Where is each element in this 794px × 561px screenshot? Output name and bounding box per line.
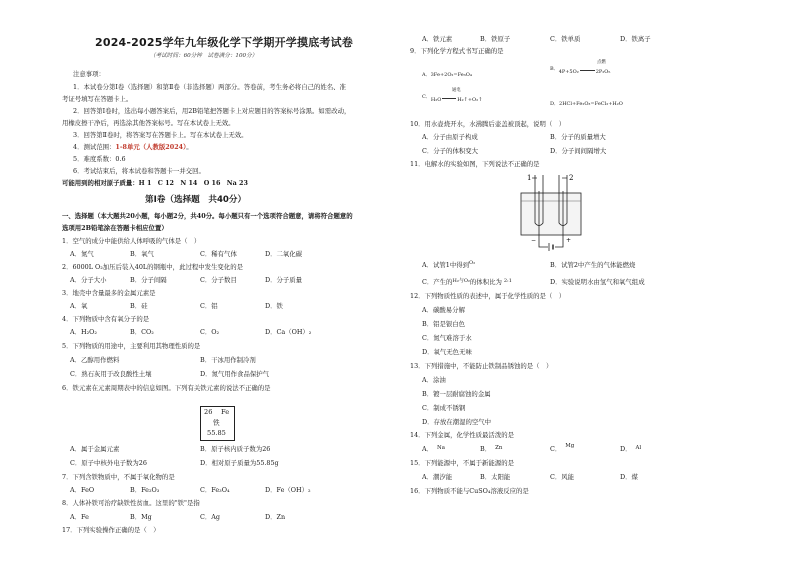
- question-13: 13．下列措施中，不能防止铁制品锈蚀的是（ ）: [410, 362, 553, 370]
- q5-option-d[interactable]: D．氮气用作食品保护气: [200, 370, 270, 378]
- question-6: 6．铁元素在元素周期表中的信息如图。下列有关铁元素的说法不正确的是: [62, 384, 271, 392]
- q6-option-a[interactable]: A．属于金属元素: [70, 445, 120, 453]
- question-9: 9．下列化学方程式书写正确的是: [410, 47, 504, 55]
- question-16: 16．下列物质不能与CuSO₄溶液反应的是: [410, 487, 529, 495]
- q14-b-symbol: Zn: [495, 445, 503, 451]
- q14-option-d[interactable]: [620, 446, 641, 453]
- question-3: 3．地壳中含量最多的金属元素是: [62, 289, 156, 297]
- q11-c-text-2: 的体积比为: [469, 278, 502, 286]
- question-4: 4．下列物质中含有氧分子的是: [62, 315, 150, 323]
- q14-a-symbol: Na: [437, 445, 445, 451]
- question-2: 2．6000L O₂加压后装入40L的钢瓶中，此过程中发生变化的是: [62, 263, 243, 271]
- q8-option-b[interactable]: B．Mg: [130, 513, 152, 521]
- question-14: 14．下列金属，化学性质最活泼的是: [410, 431, 514, 439]
- q8r-option-d[interactable]: D．铁离子: [620, 35, 651, 43]
- q10-option-c[interactable]: C．分子的体积变大: [422, 147, 479, 155]
- question-12: 12．下列物质性质的表述中，属于化学性质的是（ ）: [410, 292, 566, 300]
- q10-option-a[interactable]: A．分子由原子构成: [422, 133, 478, 141]
- note-2a: 2．回答第Ⅰ卷时，选出每小题答案后，用2B铅笔把答题卡上对应题目的答案标号涂黑。如需改动，: [73, 107, 351, 115]
- q6-option-b[interactable]: B．原子核内质子数为26: [200, 445, 271, 453]
- q2-option-d[interactable]: D．分子质量: [265, 276, 303, 284]
- section-intro-b: 选项用2B铅笔涂在答题卡相应位置）: [62, 224, 168, 232]
- q14-option-b[interactable]: [480, 446, 502, 453]
- tube-1-label: 1: [527, 174, 532, 182]
- q1-option-d[interactable]: D．二氧化碳: [265, 250, 303, 258]
- question-1: 1．空气的成分中能供给人体呼吸的气体是（ ）: [62, 237, 201, 245]
- q8-option-c[interactable]: C．Ag: [200, 513, 220, 521]
- battery-minus-sign: −: [531, 237, 537, 244]
- q9-b-condition: 点燃: [597, 60, 606, 65]
- q13-option-d[interactable]: D．存放在潮湿的空气中: [422, 418, 492, 426]
- q8r-option-a[interactable]: A．铁元素: [422, 35, 453, 43]
- q1-option-b[interactable]: B．氧气: [130, 250, 154, 258]
- q2-option-c[interactable]: C．分子数目: [200, 276, 237, 284]
- q8r-option-c[interactable]: C．铁单质: [550, 35, 581, 43]
- q9-c-reactant: H₂O: [430, 97, 442, 103]
- q1-option-c[interactable]: C．稀有气体: [200, 250, 237, 258]
- q14-b-letter: B．: [480, 445, 492, 453]
- q11-c-text: C．产生的: [422, 278, 453, 286]
- atomic-number: 26: [204, 408, 213, 416]
- question-11: 11．电解水的实验如图，下列说法不正确的是: [410, 160, 540, 168]
- q10-option-b[interactable]: B．分子的质量增大: [550, 133, 606, 141]
- q13-option-c[interactable]: C．制成不锈钢: [422, 404, 466, 412]
- q15-option-b[interactable]: B．太阳能: [480, 473, 511, 481]
- q7-option-c[interactable]: C．Fe₃O₄: [200, 486, 230, 494]
- note-5: 5．难度系数：0.6: [73, 155, 126, 163]
- question-7: 7．下列含铁物质中，不属于氧化物的是: [62, 473, 175, 481]
- q12-option-b[interactable]: B．铝是银白色: [422, 320, 466, 328]
- q11-a-formula: O₂: [469, 260, 476, 266]
- question-17: 17．下列实验操作正确的是（ ）: [62, 526, 160, 534]
- q9-b-products: 2P₂O₅: [595, 69, 611, 75]
- q9-b-arrow: [580, 70, 595, 71]
- q11-option-d[interactable]: D．实验说明水由氢气和氧气组成: [550, 278, 645, 286]
- q15-option-d[interactable]: D．煤: [620, 473, 638, 481]
- note-4-suffix: 。: [186, 143, 193, 151]
- q9-c-arrow: [442, 98, 456, 99]
- q10-option-d[interactable]: D．分子间间隔增大: [550, 147, 607, 155]
- q8r-option-b[interactable]: B．铁原子: [480, 35, 511, 43]
- q4-option-c[interactable]: C．O₂: [200, 328, 220, 336]
- element-cell-fe: [200, 406, 235, 441]
- q1-option-a[interactable]: A．氮气: [70, 250, 94, 258]
- atomic-mass: 55.85: [207, 429, 226, 437]
- q11-a-text: A．试管1中得到: [422, 261, 470, 269]
- note-3: 3．回答第Ⅱ卷时，将答案写在答题卡上。写在本试卷上无效。: [73, 131, 248, 139]
- q9-option-c[interactable]: [422, 88, 483, 103]
- q8-option-a[interactable]: A．Fe: [70, 513, 89, 521]
- q2-option-b[interactable]: B．分子间隔: [130, 276, 167, 284]
- q3-option-a[interactable]: A．氧: [70, 302, 88, 310]
- q7-option-d[interactable]: D．Fe（OH）₂: [265, 486, 311, 494]
- q14-d-letter: D．: [620, 445, 632, 453]
- q9-c-products: H₂↑+O₂↑: [457, 97, 483, 103]
- q12-option-c[interactable]: C．氮气难溶于水: [422, 334, 472, 342]
- q9-b-prefix: B．: [550, 66, 559, 72]
- q15-option-a[interactable]: A．潮汐能: [422, 473, 453, 481]
- q2-option-a[interactable]: A．分子大小: [70, 276, 107, 284]
- q5-option-b[interactable]: B．干冰用作制冷剂: [200, 356, 256, 364]
- note-6: 6．考试结束后，将本试卷和答题卡一并交回。: [73, 167, 205, 175]
- q13-option-b[interactable]: B．镀一层耐腐蚀的金属: [422, 390, 491, 398]
- element-name: 铁: [213, 419, 220, 427]
- q11-option-c[interactable]: [422, 279, 512, 286]
- q9-c-condition: 通电: [452, 88, 461, 93]
- battery-plus-sign: +: [566, 237, 572, 244]
- q3-option-b[interactable]: B．硅: [130, 302, 148, 310]
- q6-option-d[interactable]: D．相对原子质量为55.85g: [200, 459, 279, 467]
- q7-option-a[interactable]: A．FeO: [70, 486, 95, 494]
- q4-option-b[interactable]: B．CO₂: [130, 328, 154, 336]
- right-column: [400, 0, 794, 561]
- q14-option-c[interactable]: [550, 443, 575, 453]
- q9-option-d[interactable]: D．2HCl+Fe₂O₃=FeCl₂+H₂O: [550, 101, 623, 107]
- q12-option-d[interactable]: D．氧气无色无味: [422, 348, 472, 356]
- q8-option-d[interactable]: D．Zn: [265, 513, 286, 521]
- question-8: 8．人体补铁可治疗缺铁性贫血。这里的"铁"是指: [62, 499, 200, 507]
- element-symbol: Fe: [221, 408, 230, 416]
- q13-option-a[interactable]: A．涂油: [422, 376, 446, 384]
- q4-option-a[interactable]: A．H₂O₂: [70, 328, 97, 336]
- question-5: 5．下列物质的用途中，主要利用其物理性质的是: [62, 342, 201, 350]
- test-scope: 1-8单元（人教版2024）: [115, 143, 187, 151]
- tube-2-label: 2: [569, 174, 574, 182]
- q5-option-c[interactable]: C．熟石灰用于改良酸性土壤: [70, 370, 152, 378]
- q9-option-a[interactable]: A．3Fe+2O₂=Fe₃O₄: [422, 72, 472, 78]
- note-1a: 1．本试卷分第Ⅰ卷（选择题）和第Ⅱ卷（非选择题）两部分。答卷前，考生务必将自己的姓名、准: [73, 83, 346, 91]
- q9-b-reactants: 4P+5O₂: [558, 69, 579, 75]
- note-1b: 考证号填写在答题卡上。: [62, 95, 133, 103]
- note-4: [73, 144, 193, 150]
- exam-subtitle: （考试时间：60分钟 试卷满分：100分）: [150, 53, 258, 59]
- q9-option-b[interactable]: [550, 60, 611, 75]
- q11-c-formula: H₂与O₂: [452, 278, 470, 284]
- q11-c-ratio: 2:1: [503, 278, 512, 284]
- q15-option-c[interactable]: C．风能: [550, 473, 575, 481]
- question-10: 10．用水壶烧开水，水沸腾后壶盖被顶起，说明（ ）: [410, 120, 566, 128]
- q4-option-d[interactable]: D．Ca（OH）₂: [265, 328, 312, 336]
- q14-option-a[interactable]: [422, 446, 445, 453]
- note-2b: 用橡皮擦干净后，再选涂其他答案标号。写在本试卷上无效。: [62, 119, 235, 127]
- q14-c-letter: C．: [550, 445, 562, 453]
- section-intro-a: 一、选择题（本大题共20小题，每小题2分，共40分。每小题只有一个选项符合题意，请将符合题意的: [62, 212, 353, 220]
- q7-option-b[interactable]: B．Fe₂O₃: [130, 486, 160, 494]
- q9-c-prefix: C．: [422, 94, 431, 100]
- q12-option-a[interactable]: A．碳酸易分解: [422, 306, 465, 314]
- water-trough: [521, 193, 581, 235]
- section-title: 第Ⅰ卷（选择题 共40分）: [145, 195, 247, 205]
- notes-heading: 注意事项：: [73, 70, 105, 78]
- q11-option-a[interactable]: [422, 262, 475, 269]
- q14-d-symbol: Al: [635, 445, 642, 451]
- q5-option-a[interactable]: A．乙醇用作燃料: [70, 356, 120, 364]
- electrolysis-diagram: [515, 171, 589, 253]
- q3-option-d[interactable]: D．铁: [265, 302, 283, 310]
- question-15: 15．下列能源中，不属于新能源的是: [410, 459, 514, 467]
- q3-option-c[interactable]: C．铝: [200, 302, 218, 310]
- note-4-prefix: 4．测试范围：: [73, 143, 116, 151]
- exam-title: 2024-2025学年九年级化学下学期开学摸底考试卷: [95, 36, 353, 49]
- atomic-masses: 可能用到的相对原子质量：H 1 C 12 N 14 O 16 Na 23: [62, 179, 248, 187]
- q14-c-symbol: Mg: [565, 443, 575, 449]
- q6-option-c[interactable]: C．原子中核外电子数为26: [70, 459, 147, 467]
- q14-a-letter: A．: [422, 445, 434, 453]
- q11-option-b[interactable]: B．试管2中产生的气体能燃烧: [550, 261, 636, 269]
